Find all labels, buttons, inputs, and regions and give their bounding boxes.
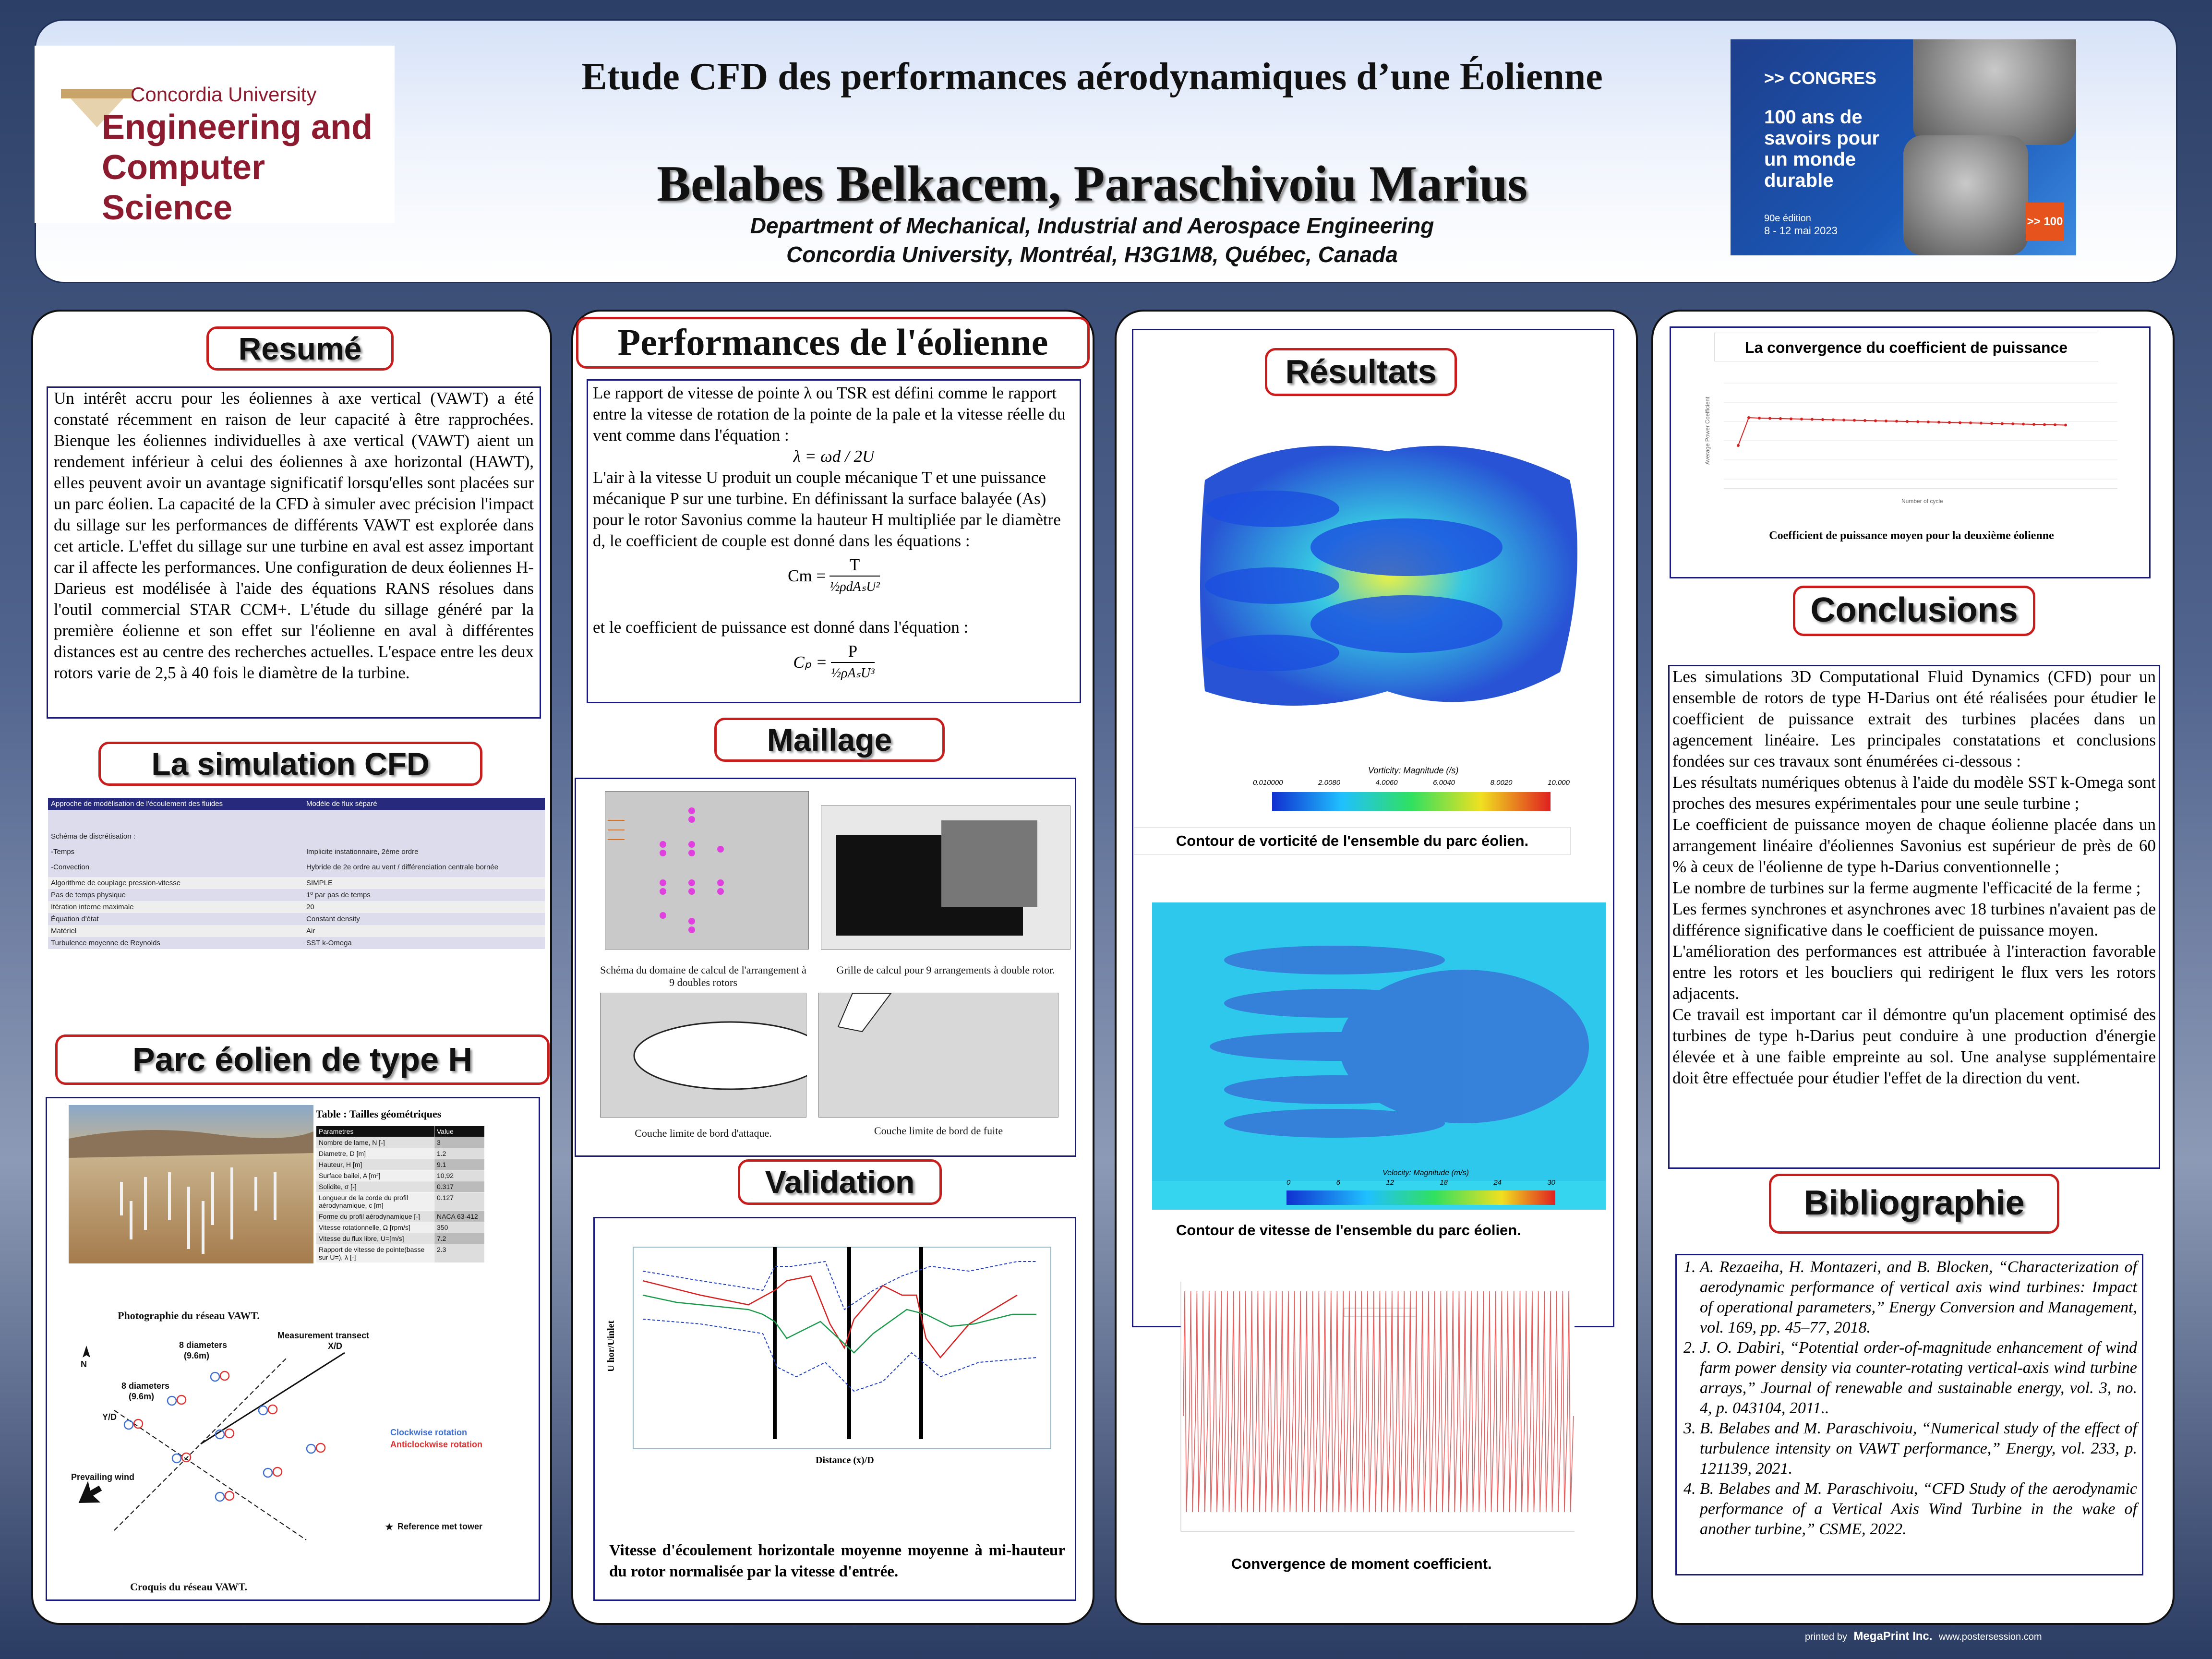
photo-caption: Photographie du réseau VAWT.	[118, 1310, 260, 1322]
cp-point	[1990, 422, 1993, 425]
cp-point	[1853, 419, 1856, 422]
row-value: 350	[434, 1222, 485, 1233]
row-key: Rapport de vitesse de pointe(basse sur U=), λ [-]	[316, 1244, 434, 1263]
vawt-photo	[69, 1105, 313, 1263]
validation-xlabel: Distance (x)/D	[816, 1455, 874, 1466]
row-value: Air	[306, 927, 315, 935]
row-value: 9.1	[434, 1159, 485, 1170]
row-key: -Temps	[51, 848, 75, 856]
table-row	[316, 1244, 485, 1263]
row-key: Matériel	[51, 927, 77, 935]
sketch-caption: Croquis du réseau VAWT.	[130, 1581, 248, 1593]
row-key: Schéma de discrétisation :	[51, 832, 135, 841]
validation-caption: Vitesse d'écoulement horizontale moyenne moyenne à mi-hauteur du rotor normalisée par la vitesse d'entrée.	[609, 1542, 1065, 1580]
row-value: 1º par pas de temps	[306, 891, 371, 899]
row-value: 3	[434, 1137, 485, 1148]
poster-title: Etude CFD des performances aérodynamiques d’une Éolienne	[581, 56, 1603, 98]
velocity-contour	[1152, 902, 1606, 1210]
mesh-grid-image	[821, 805, 1070, 950]
logo-faculty-line1: Engineering and	[102, 108, 373, 146]
row-key: Vitesse du flux libre, U=[m/s]	[316, 1233, 434, 1244]
convergence-ylabel: Average Power Coefficient	[1704, 397, 1711, 465]
row-value: Constant density	[306, 915, 360, 923]
sketch-8d-top: 8 diameters	[179, 1340, 228, 1350]
convergence-xlabel: Number of cycle	[1901, 498, 1943, 505]
cp-point	[1916, 421, 1919, 423]
vel-tick: 24	[1493, 1178, 1502, 1187]
logo-university: Concordia University	[131, 83, 317, 106]
congres-banner	[1731, 39, 2076, 255]
row-value: 1.2	[434, 1148, 485, 1159]
row-key: Forme du profil aérodynamique [-]	[316, 1211, 434, 1222]
row-key: Diametre, D [m]	[316, 1148, 434, 1159]
row-value: Hybride de 2e ordre au vent / différenciation centrale bornée	[306, 863, 498, 871]
cp-point	[1895, 420, 1898, 423]
sketch-96-top: (9.6m)	[184, 1351, 210, 1360]
footer-site: www.postersession.com	[1939, 1632, 2042, 1642]
reference-item: 4. B. Belabes and M. Paraschivoiu, “CFD Study of the aerodynamic performance of a Vertical Axis Wind Turbine in the wake of another turbine,” CSME, 2022.	[1700, 1479, 2137, 1539]
row-value: 20	[306, 903, 314, 911]
bibliographie-box	[1675, 1254, 2143, 1575]
bibliographie-list	[1682, 1257, 2137, 1539]
parc-heading: Parc éolien de type H	[55, 1034, 550, 1085]
maillage-figure	[575, 778, 1076, 1157]
geo-table-title: Table : Tailles géométriques	[316, 1108, 442, 1120]
star-icon: ★	[385, 1521, 394, 1533]
sketch-96-left: (9.6m)	[129, 1392, 155, 1401]
row-value: SIMPLE	[306, 879, 333, 887]
table-row	[48, 889, 545, 901]
footer-printed: printed by	[1805, 1632, 1847, 1642]
cp-point	[1906, 420, 1909, 423]
cp-point	[1980, 422, 1983, 425]
table-row	[316, 1170, 485, 1181]
vel-tick: 30	[1547, 1178, 1555, 1187]
maillage-cap2: Grille de calcul pour 9 arrangements à double rotor.	[836, 964, 1055, 976]
cp-point	[2001, 422, 2004, 425]
poster-affiliation	[432, 211, 1752, 269]
reference-item: 3. B. Belabes and M. Paraschivoiu, “Numerical study of the effect of turbulence intensity on VAWT performance,” Energy, vol. 233, p. 121139, 2021.	[1700, 1419, 2137, 1479]
affiliation-line1: Department of Mechanical, Industrial and Aerospace Engineering	[750, 213, 1434, 238]
eq2-lhs: Cm =	[788, 566, 826, 585]
parc-figure	[46, 1097, 540, 1601]
row-value: SST k-Omega	[306, 939, 352, 947]
vel-tick: 12	[1386, 1178, 1394, 1187]
cp-point	[1842, 419, 1845, 421]
simulation-col-approach: Approche de modélisation de l'écoulement des fluides	[51, 800, 223, 808]
resultats-cap2: Contour de vitesse de l'ensemble du parc éolien.	[1176, 1222, 1521, 1238]
cp-point	[1927, 421, 1930, 423]
convergence-caption: Coefficient de puissance moyen pour la deuxième éolienne	[1769, 529, 2054, 542]
maillage-cap4: Couche limite de bord de fuite	[874, 1125, 1003, 1137]
simulation-table	[48, 798, 545, 1014]
sketch-yd-label: Y/D	[102, 1412, 117, 1422]
congres-slogan	[1764, 107, 1908, 191]
performances-box	[587, 379, 1081, 703]
eq3-num: P	[831, 641, 875, 663]
validation-heading: Validation	[738, 1159, 942, 1205]
table-row	[316, 1211, 485, 1222]
cp-point	[1832, 419, 1835, 421]
table-row	[316, 1137, 485, 1148]
cp-point	[1885, 420, 1887, 422]
eq2-den: ½ρdAₛU²	[830, 579, 880, 594]
vorticity-ticks	[1253, 779, 1570, 787]
mesh-domain-image	[605, 791, 809, 950]
reference-item: 2. J. O. Dabiri, “Potential order-of-magnitude enhancement of wind farm power density via counter-rotating vertical-axis wind turbine arrays,” Journal of renewable and sustainable energy, vol. 3, no. 4, p. 043104, 2011..	[1700, 1338, 2137, 1419]
vort-tick: 8.0020	[1490, 779, 1513, 787]
geo-col-param: Parametres	[316, 1126, 434, 1137]
table-row	[316, 1159, 485, 1170]
perf-paragraph-2: L'air à la vitesse U produit un couple mécanique T et une puissance mécanique P sur une turbine. En définissant la surface balayée (As) pour le rotor Savonius comme la hauteur H multipliée par le diamètre d, le coefficient de couple est donné dans les équations :	[593, 468, 1061, 550]
sketch-reference-label: Reference met tower	[397, 1522, 483, 1531]
geo-col-value: Value	[434, 1126, 485, 1137]
eq3-den: ½ρAₛU³	[831, 666, 875, 681]
congres-edition: 90e édition	[1764, 213, 1811, 224]
perf-equation-3	[593, 641, 1075, 684]
convergence-title: La convergence du coefficient de puissance	[1714, 333, 2098, 361]
cp-point	[1811, 418, 1814, 421]
congres-line2: savoirs pour	[1764, 128, 1880, 149]
simulation-heading: La simulation CFD	[98, 742, 482, 786]
bibliographie-heading: Bibliographie	[1769, 1174, 2059, 1234]
concordia-logo	[35, 46, 395, 227]
geo-table	[316, 1126, 485, 1263]
vort-tick: 4.0060	[1375, 779, 1398, 787]
congres-photo-1	[1913, 39, 2076, 145]
footer	[1805, 1630, 2042, 1643]
congres-photo-2	[1903, 135, 2028, 255]
vorticity-label: Vorticity: Magnitude (/s)	[1368, 766, 1459, 775]
logo-faculty-line2: Computer Science	[102, 148, 265, 227]
resume-heading: Resumé	[206, 326, 394, 371]
resultats-cap1: Contour de vorticité de l'ensemble du parc éolien.	[1134, 827, 1571, 855]
row-key: Pas de temps physique	[51, 891, 126, 899]
simulation-col-model: Modèle de flux séparé	[306, 800, 377, 808]
cp-point	[2011, 422, 2014, 425]
performances-heading: Performances de l'éolienne	[576, 317, 1090, 369]
row-value: 2.3	[434, 1244, 485, 1263]
row-value: 10,92	[434, 1170, 485, 1181]
cp-point	[1737, 444, 1740, 447]
table-row	[316, 1181, 485, 1192]
sketch-clockwise-label: Clockwise rotation	[390, 1428, 468, 1437]
footer-company: MegaPrint Inc.	[1853, 1630, 1933, 1643]
table-row	[48, 877, 545, 889]
sketch-anticlockwise-label: Anticlockwise rotation	[390, 1440, 483, 1449]
table-row	[48, 810, 545, 877]
cp-point	[1863, 419, 1866, 422]
cp-point	[2064, 424, 2067, 427]
row-key: Itération interne maximale	[51, 903, 134, 911]
cp-point	[1790, 418, 1792, 421]
cp-point	[1758, 417, 1761, 420]
row-key: Longueur de la corde du profil aérodynamique, c [m]	[316, 1192, 434, 1211]
congres-details	[1764, 212, 1838, 237]
vort-tick: 6.0040	[1433, 779, 1455, 787]
row-key: Hauteur, H [m]	[316, 1159, 434, 1170]
row-value: 0.127	[434, 1192, 485, 1211]
congres-line3: un monde	[1764, 149, 1856, 170]
perf-paragraph-3: et le coefficient de puissance est donné dans l'équation :	[593, 618, 969, 637]
table-row	[316, 1192, 485, 1211]
table-row	[48, 937, 545, 949]
eq3-lhs: Cₚ =	[793, 653, 828, 672]
maillage-cap1: Schéma du domaine de calcul de l'arrangement à 9 doubles rotors	[600, 964, 806, 988]
convergence-figure	[1670, 326, 2151, 578]
table-row	[316, 1222, 485, 1233]
table-row	[316, 1148, 485, 1159]
reference-item: 1. A. Rezaeiha, H. Montazeri, and B. Blocken, “Characterization of aerodynamic performance of vertical axis wind turbines: Impact of operational parameters,” Energy Conversion and Management, vol. 169, pp. 45–77, 2018.	[1700, 1257, 2137, 1338]
eq3-fraction	[831, 641, 875, 684]
row-value: Implicite instationnaire, 2ème ordre	[306, 848, 419, 856]
logo-faculty	[102, 107, 395, 228]
perf-equation-2	[593, 554, 1075, 598]
row-key: Algorithme de couplage pression-vitesse	[51, 879, 181, 887]
row-key: Solidite, σ [-]	[316, 1181, 434, 1192]
mesh-trailing-edge-image	[818, 993, 1058, 1118]
row-key: Vitesse rotationnelle, Ω [rpm/s]	[316, 1222, 434, 1233]
sketch-prevailing-label: Prevailing wind	[71, 1472, 135, 1482]
velocity-ticks	[1286, 1178, 1555, 1187]
vel-tick: 18	[1440, 1178, 1448, 1187]
resultats-heading: Résultats	[1265, 348, 1457, 396]
congres-line1: 100 ans de	[1764, 107, 1863, 128]
table-row	[48, 925, 545, 937]
perf-paragraph-1: Le rapport de vitesse de pointe λ ou TSR est défini comme le rapport entre la vitesse de rotation de la pointe de la pale et la vitesse réelle du vent comme dans l'équation :	[593, 384, 1066, 445]
row-key: Turbulence moyenne de Reynolds	[51, 939, 160, 947]
sketch-xd-label: X/D	[328, 1341, 343, 1351]
validation-ylabel: U hor/Uinlet	[606, 1320, 616, 1372]
cp-point	[1969, 421, 1972, 424]
cp-point	[1874, 420, 1877, 422]
row-key: Nombre de lame, N [-]	[316, 1137, 434, 1148]
cp-point	[2054, 423, 2056, 426]
cp-point	[1747, 416, 1750, 419]
vort-tick: 0.010000	[1253, 779, 1283, 787]
row-value: NACA 63-412	[434, 1211, 485, 1222]
vawt-sketch	[57, 1329, 532, 1569]
table-row	[48, 913, 545, 925]
sketch-8d-left: 8 diameters	[121, 1381, 170, 1391]
vel-tick: 6	[1336, 1178, 1340, 1187]
table-row	[48, 901, 545, 913]
row-value: 7.2	[434, 1233, 485, 1244]
vort-tick: 10.000	[1548, 779, 1570, 787]
power-coefficient-chart	[1700, 373, 2132, 508]
cp-point	[1800, 418, 1803, 421]
cp-point	[1779, 417, 1782, 420]
wind-arrow-icon	[72, 1477, 107, 1512]
row-key: -Convection	[51, 863, 90, 871]
resume-text: Un intérêt accru pour les éoliennes à axe vertical (VAWT) a été constaté récemment en raison de leur capacité à être rapprochées. Bienque les éoliennes individuelles à axe vertical (VAWT) aient un rendement inférieur à celui des éoliennes à axe horizontal (HAWT), elles peuvent avoir un avantage significatif lorsqu'elles sont placées sur un parc éolien. La capacité de la CFD à simuler avec précision l'impact du sillage sur les performances de différents VAWT est explorée dans cet article. L'effet du sillage sur une turbine en aval est assez important car il affecte les performances. Une configuration de deux éoliennes H-Darieus est modélisée à l'aide des équations RANS résolues dans l'outil commercial STAR CCM+. L'étude du sillage généré par la première éolienne et son effet sur l'éolienne en aval à différentes distances est au centre des recherches actuelles. L'espace entre les deux rotors varie de 2,5 à 40 fois le diamètre de la turbine.	[47, 386, 541, 719]
velocity-label: Velocity: Magnitude (m/s)	[1382, 1169, 1469, 1177]
perf-equation-1: λ = ωd / 2U	[793, 447, 875, 466]
cp-point	[1937, 421, 1940, 424]
moment-convergence-chart	[1162, 1272, 1594, 1555]
cp-point	[2043, 423, 2046, 426]
maillage-cap3: Couche limite de bord d'attaque.	[635, 1127, 772, 1139]
vel-tick: 0	[1286, 1178, 1291, 1187]
cp-point	[1948, 421, 1951, 424]
vorticity-contour	[1138, 422, 1594, 816]
row-key: Surface bailei, A [m²]	[316, 1170, 434, 1181]
sketch-measurement-label: Measurement transect	[277, 1331, 370, 1340]
table-row	[316, 1233, 485, 1244]
congres-badge: >> 100	[2026, 203, 2064, 241]
poster-authors: Belabes Belkacem, Paraschivoiu Marius	[657, 156, 1527, 212]
congres-line4: durable	[1764, 170, 1834, 191]
congres-dates: 8 - 12 mai 2023	[1764, 225, 1838, 237]
cp-point	[1821, 418, 1824, 421]
eq2-num: T	[830, 554, 880, 577]
conclusions-text: Les simulations 3D Computational Fluid Dynamics (CFD) pour un ensemble de rotors de type H-Darius ont été réalisées pour étudier le coefficient de puissance extrait des turbines placées dans un agencement linéaire. Les principales constatations et conclusions fondées sur ces travaux sont énumérées ci-dessous : Les résultats numériques obtenus à l'aide du modèle SST k-Omega sont proches des mesures expérimentales pour une seule turbine ; Le coefficient de puissance moyen de chaque éolienne placée dans un arrangement linéaire d'éoliennes Savonius est supérieur de près de 60 % à ceux de l'éolienne de type h-Darius conventionnelle ; Le nombre de turbines sur la ferme augmente l'efficacité de la ferme ; Les fermes synchrones et asynchrones avec 18 turbines n'avaient pas de différence significative dans le coefficient de puissance moyen. L'amélioration des performances est attribuée à l'interaction favorable entre les rotors et les boucliers qui redirigent le flux vers les rotors adjacents. Ce travail est important car il démontre qu'un placement optimisé des turbines de type h-Darius peut conduire à une production d'énergie élevée et à une faible empreinte au sol. Une analyse supplémentaire doit être effectuée pour étudier l'effet de la direction du vent.	[1668, 665, 2160, 1169]
cp-point	[1768, 417, 1771, 420]
sketch-north-label: N	[81, 1359, 87, 1369]
conclusions-heading: Conclusions	[1793, 586, 2035, 636]
cp-point	[2032, 423, 2035, 426]
north-arrow-icon	[83, 1346, 90, 1358]
congres-tag: >> CONGRES	[1764, 68, 1877, 88]
vort-tick: 2.0080	[1318, 779, 1341, 787]
maillage-heading: Maillage	[714, 718, 945, 762]
eq2-fraction	[830, 554, 880, 598]
validation-figure	[593, 1217, 1076, 1601]
validation-chart	[604, 1238, 1065, 1482]
row-key: Équation d'état	[51, 915, 99, 923]
cp-point	[1959, 421, 1961, 424]
cp-point	[2022, 423, 2025, 426]
affiliation-line2: Concordia University, Montréal, H3G1M8, Québec, Canada	[786, 242, 1398, 267]
resultats-cap3: Convergence de moment coefficient.	[1231, 1555, 1492, 1572]
row-value: 0.317	[434, 1181, 485, 1192]
mesh-leading-edge-image	[600, 993, 806, 1118]
